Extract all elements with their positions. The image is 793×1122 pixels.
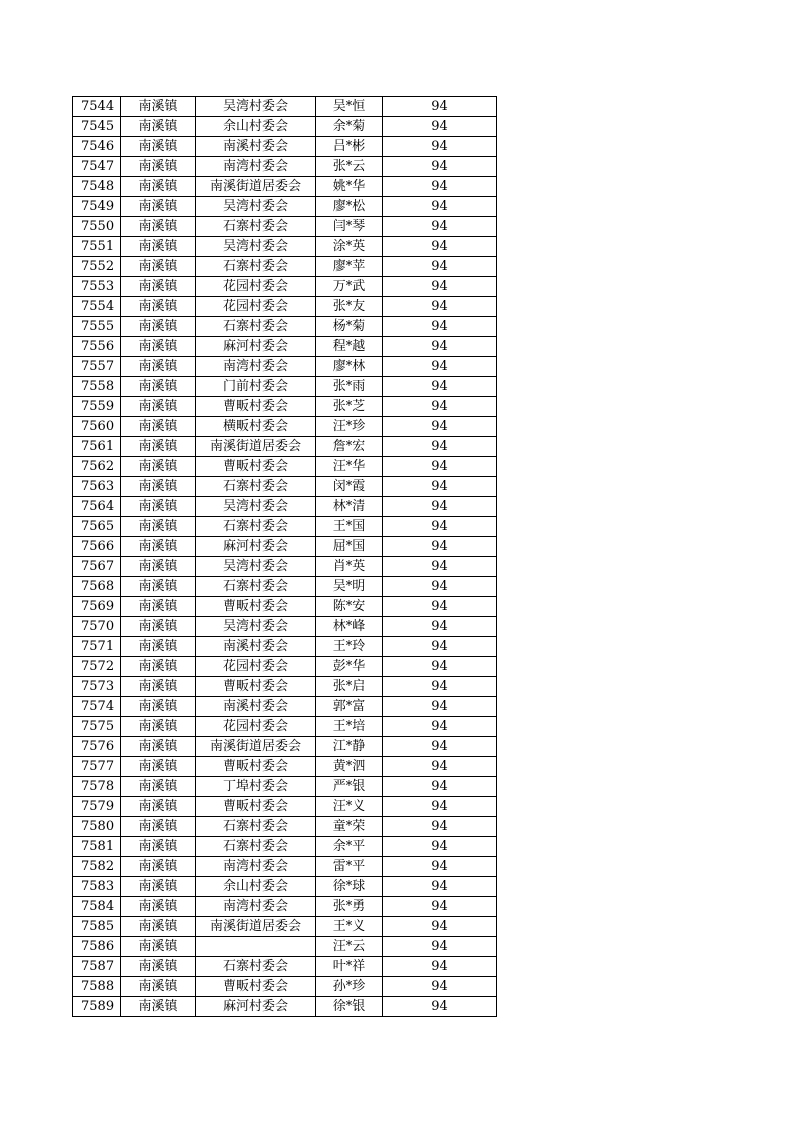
- row-number-cell: 7574: [73, 697, 121, 717]
- name-cell: 吕*彬: [316, 137, 383, 157]
- name-cell: 江*静: [316, 737, 383, 757]
- score-cell: 94: [383, 857, 497, 877]
- town-cell: 南溪镇: [121, 917, 196, 937]
- name-cell: 雷*平: [316, 857, 383, 877]
- row-number-cell: 7577: [73, 757, 121, 777]
- name-cell: 林*清: [316, 497, 383, 517]
- table-row: [73, 697, 497, 717]
- table-row: [73, 957, 497, 977]
- name-cell: 汪*义: [316, 797, 383, 817]
- name-cell: 汪*华: [316, 457, 383, 477]
- name-cell: 廖*松: [316, 197, 383, 217]
- town-cell: 南溪镇: [121, 457, 196, 477]
- score-cell: 94: [383, 197, 497, 217]
- row-number-cell: 7585: [73, 917, 121, 937]
- town-cell: 南溪镇: [121, 97, 196, 117]
- committee-cell: 吴湾村委会: [196, 617, 316, 637]
- score-cell: 94: [383, 677, 497, 697]
- town-cell: 南溪镇: [121, 477, 196, 497]
- name-cell: 屈*国: [316, 537, 383, 557]
- town-cell: 南溪镇: [121, 737, 196, 757]
- name-cell: 陈*安: [316, 597, 383, 617]
- table-row: [73, 497, 497, 517]
- row-number-cell: 7550: [73, 217, 121, 237]
- row-number-cell: 7560: [73, 417, 121, 437]
- table-row: [73, 757, 497, 777]
- score-cell: 94: [383, 697, 497, 717]
- row-number-cell: 7580: [73, 817, 121, 837]
- committee-cell: 曹畈村委会: [196, 677, 316, 697]
- name-cell: 徐*球: [316, 877, 383, 897]
- table-row: [73, 117, 497, 137]
- name-cell: 张*雨: [316, 377, 383, 397]
- name-cell: 程*越: [316, 337, 383, 357]
- town-cell: 南溪镇: [121, 117, 196, 137]
- committee-cell: 南溪街道居委会: [196, 917, 316, 937]
- name-cell: 余*菊: [316, 117, 383, 137]
- score-cell: 94: [383, 657, 497, 677]
- name-cell: 闵*霞: [316, 477, 383, 497]
- name-cell: 张*云: [316, 157, 383, 177]
- score-cell: 94: [383, 557, 497, 577]
- table-row: [73, 377, 497, 397]
- town-cell: 南溪镇: [121, 977, 196, 997]
- committee-cell: 麻河村委会: [196, 337, 316, 357]
- row-number-cell: 7588: [73, 977, 121, 997]
- committee-cell: 吴湾村委会: [196, 497, 316, 517]
- town-cell: 南溪镇: [121, 237, 196, 257]
- row-number-cell: 7562: [73, 457, 121, 477]
- row-number-cell: 7586: [73, 937, 121, 957]
- score-cell: 94: [383, 497, 497, 517]
- score-cell: 94: [383, 997, 497, 1017]
- committee-cell: 南溪街道居委会: [196, 437, 316, 457]
- score-cell: 94: [383, 717, 497, 737]
- table-row: [73, 157, 497, 177]
- table-row: [73, 577, 497, 597]
- committee-cell: 石寨村委会: [196, 317, 316, 337]
- row-number-cell: 7582: [73, 857, 121, 877]
- table-row: [73, 317, 497, 337]
- score-cell: 94: [383, 797, 497, 817]
- score-cell: 94: [383, 977, 497, 997]
- row-number-cell: 7581: [73, 837, 121, 857]
- town-cell: 南溪镇: [121, 297, 196, 317]
- town-cell: 南溪镇: [121, 517, 196, 537]
- town-cell: 南溪镇: [121, 177, 196, 197]
- committee-cell: 花园村委会: [196, 717, 316, 737]
- town-cell: 南溪镇: [121, 537, 196, 557]
- row-number-cell: 7557: [73, 357, 121, 377]
- committee-cell: 石寨村委会: [196, 217, 316, 237]
- town-cell: 南溪镇: [121, 877, 196, 897]
- score-cell: 94: [383, 277, 497, 297]
- name-cell: 张*启: [316, 677, 383, 697]
- score-cell: 94: [383, 877, 497, 897]
- committee-cell: 吴湾村委会: [196, 197, 316, 217]
- score-cell: 94: [383, 217, 497, 237]
- name-cell: 张*友: [316, 297, 383, 317]
- score-cell: 94: [383, 257, 497, 277]
- town-cell: 南溪镇: [121, 777, 196, 797]
- committee-cell: 曹畈村委会: [196, 977, 316, 997]
- name-cell: 王*培: [316, 717, 383, 737]
- row-number-cell: 7567: [73, 557, 121, 577]
- town-cell: 南溪镇: [121, 257, 196, 277]
- score-cell: 94: [383, 377, 497, 397]
- score-cell: 94: [383, 177, 497, 197]
- town-cell: 南溪镇: [121, 417, 196, 437]
- score-cell: 94: [383, 737, 497, 757]
- score-cell: 94: [383, 957, 497, 977]
- name-cell: 廖*苹: [316, 257, 383, 277]
- table-row: [73, 477, 497, 497]
- committee-cell: 余山村委会: [196, 117, 316, 137]
- name-cell: 孙*珍: [316, 977, 383, 997]
- name-cell: 吴*明: [316, 577, 383, 597]
- table-row: [73, 657, 497, 677]
- score-cell: 94: [383, 637, 497, 657]
- name-cell: 彭*华: [316, 657, 383, 677]
- score-cell: 94: [383, 757, 497, 777]
- committee-cell: 石寨村委会: [196, 477, 316, 497]
- committee-cell: 石寨村委会: [196, 957, 316, 977]
- town-cell: 南溪镇: [121, 897, 196, 917]
- table-row: [73, 837, 497, 857]
- town-cell: 南溪镇: [121, 157, 196, 177]
- row-number-cell: 7566: [73, 537, 121, 557]
- table-row: [73, 397, 497, 417]
- table-row: [73, 977, 497, 997]
- name-cell: 黄*泗: [316, 757, 383, 777]
- name-cell: 王*义: [316, 917, 383, 937]
- committee-cell: 石寨村委会: [196, 257, 316, 277]
- town-cell: 南溪镇: [121, 277, 196, 297]
- table-row: [73, 877, 497, 897]
- row-number-cell: 7561: [73, 437, 121, 457]
- table-row: [73, 597, 497, 617]
- table-row: [73, 357, 497, 377]
- row-number-cell: 7571: [73, 637, 121, 657]
- table-row: [73, 937, 497, 957]
- name-cell: 闫*琴: [316, 217, 383, 237]
- committee-cell: 曹畈村委会: [196, 457, 316, 477]
- town-cell: 南溪镇: [121, 997, 196, 1017]
- committee-cell: 曹畈村委会: [196, 797, 316, 817]
- committee-cell: 花园村委会: [196, 277, 316, 297]
- town-cell: 南溪镇: [121, 317, 196, 337]
- table-row: [73, 617, 497, 637]
- committee-cell: 麻河村委会: [196, 537, 316, 557]
- table-row: [73, 457, 497, 477]
- table-row: [73, 677, 497, 697]
- committee-cell: 吴湾村委会: [196, 97, 316, 117]
- score-cell: 94: [383, 297, 497, 317]
- table-row: [73, 777, 497, 797]
- row-number-cell: 7587: [73, 957, 121, 977]
- committee-cell: 丁埠村委会: [196, 777, 316, 797]
- town-cell: 南溪镇: [121, 217, 196, 237]
- table-row: [73, 277, 497, 297]
- town-cell: 南溪镇: [121, 337, 196, 357]
- row-number-cell: 7572: [73, 657, 121, 677]
- score-cell: 94: [383, 917, 497, 937]
- score-cell: 94: [383, 937, 497, 957]
- town-cell: 南溪镇: [121, 557, 196, 577]
- committee-cell: 南溪村委会: [196, 637, 316, 657]
- town-cell: 南溪镇: [121, 697, 196, 717]
- score-cell: 94: [383, 777, 497, 797]
- committee-cell: 曹畈村委会: [196, 397, 316, 417]
- row-number-cell: 7576: [73, 737, 121, 757]
- committee-cell: 南湾村委会: [196, 157, 316, 177]
- row-number-cell: 7564: [73, 497, 121, 517]
- table-row: [73, 857, 497, 877]
- name-cell: 郭*富: [316, 697, 383, 717]
- table-row: [73, 797, 497, 817]
- town-cell: 南溪镇: [121, 397, 196, 417]
- name-cell: 张*勇: [316, 897, 383, 917]
- committee-cell: 花园村委会: [196, 657, 316, 677]
- score-cell: 94: [383, 537, 497, 557]
- table-row: [73, 217, 497, 237]
- name-cell: 涂*英: [316, 237, 383, 257]
- town-cell: 南溪镇: [121, 197, 196, 217]
- town-cell: 南溪镇: [121, 597, 196, 617]
- row-number-cell: 7575: [73, 717, 121, 737]
- name-cell: 叶*祥: [316, 957, 383, 977]
- committee-cell: 吴湾村委会: [196, 237, 316, 257]
- row-number-cell: 7583: [73, 877, 121, 897]
- row-number-cell: 7553: [73, 277, 121, 297]
- row-number-cell: 7559: [73, 397, 121, 417]
- score-cell: 94: [383, 157, 497, 177]
- table-row: [73, 537, 497, 557]
- committee-cell: 曹畈村委会: [196, 757, 316, 777]
- table-row: [73, 177, 497, 197]
- committee-cell: 余山村委会: [196, 877, 316, 897]
- row-number-cell: 7589: [73, 997, 121, 1017]
- score-cell: 94: [383, 117, 497, 137]
- town-cell: 南溪镇: [121, 657, 196, 677]
- row-number-cell: 7558: [73, 377, 121, 397]
- committee-cell: 南湾村委会: [196, 357, 316, 377]
- name-cell: 吴*恒: [316, 97, 383, 117]
- table-row: [73, 257, 497, 277]
- name-cell: 林*峰: [316, 617, 383, 637]
- table-row: [73, 437, 497, 457]
- table-row: [73, 197, 497, 217]
- table-row: [73, 517, 497, 537]
- table-row: [73, 897, 497, 917]
- score-cell: 94: [383, 137, 497, 157]
- row-number-cell: 7556: [73, 337, 121, 357]
- committee-cell: 南溪街道居委会: [196, 737, 316, 757]
- name-cell: 詹*宏: [316, 437, 383, 457]
- row-number-cell: 7563: [73, 477, 121, 497]
- committee-cell: 石寨村委会: [196, 837, 316, 857]
- score-cell: 94: [383, 437, 497, 457]
- score-cell: 94: [383, 357, 497, 377]
- row-number-cell: 7546: [73, 137, 121, 157]
- score-cell: 94: [383, 337, 497, 357]
- table-row: [73, 417, 497, 437]
- town-cell: 南溪镇: [121, 797, 196, 817]
- town-cell: 南溪镇: [121, 937, 196, 957]
- committee-cell: 曹畈村委会: [196, 597, 316, 617]
- name-cell: 肖*英: [316, 557, 383, 577]
- name-cell: 徐*银: [316, 997, 383, 1017]
- town-cell: 南溪镇: [121, 377, 196, 397]
- table-row: [73, 237, 497, 257]
- name-cell: 汪*云: [316, 937, 383, 957]
- row-number-cell: 7548: [73, 177, 121, 197]
- committee-cell: 石寨村委会: [196, 577, 316, 597]
- score-cell: 94: [383, 237, 497, 257]
- town-cell: 南溪镇: [121, 717, 196, 737]
- score-cell: 94: [383, 397, 497, 417]
- table-row: [73, 137, 497, 157]
- town-cell: 南溪镇: [121, 837, 196, 857]
- row-number-cell: 7565: [73, 517, 121, 537]
- table-row: [73, 637, 497, 657]
- row-number-cell: 7554: [73, 297, 121, 317]
- row-number-cell: 7570: [73, 617, 121, 637]
- town-cell: 南溪镇: [121, 577, 196, 597]
- committee-cell: [196, 937, 316, 957]
- town-cell: 南溪镇: [121, 817, 196, 837]
- row-number-cell: 7569: [73, 597, 121, 617]
- row-number-cell: 7584: [73, 897, 121, 917]
- row-number-cell: 7568: [73, 577, 121, 597]
- committee-cell: 南溪街道居委会: [196, 177, 316, 197]
- town-cell: 南溪镇: [121, 857, 196, 877]
- name-cell: 姚*华: [316, 177, 383, 197]
- table-row: [73, 737, 497, 757]
- score-cell: 94: [383, 317, 497, 337]
- row-number-cell: 7578: [73, 777, 121, 797]
- name-cell: 严*银: [316, 777, 383, 797]
- table-row: [73, 817, 497, 837]
- name-cell: 王*玲: [316, 637, 383, 657]
- row-number-cell: 7547: [73, 157, 121, 177]
- committee-cell: 南溪村委会: [196, 697, 316, 717]
- row-number-cell: 7545: [73, 117, 121, 137]
- town-cell: 南溪镇: [121, 757, 196, 777]
- town-cell: 南溪镇: [121, 497, 196, 517]
- score-cell: 94: [383, 457, 497, 477]
- name-cell: 王*国: [316, 517, 383, 537]
- committee-cell: 门前村委会: [196, 377, 316, 397]
- town-cell: 南溪镇: [121, 637, 196, 657]
- score-cell: 94: [383, 417, 497, 437]
- score-cell: 94: [383, 517, 497, 537]
- row-number-cell: 7573: [73, 677, 121, 697]
- name-cell: 张*芝: [316, 397, 383, 417]
- score-cell: 94: [383, 817, 497, 837]
- town-cell: 南溪镇: [121, 617, 196, 637]
- score-cell: 94: [383, 477, 497, 497]
- table-row: [73, 917, 497, 937]
- row-number-cell: 7544: [73, 97, 121, 117]
- committee-cell: 石寨村委会: [196, 817, 316, 837]
- committee-cell: 石寨村委会: [196, 517, 316, 537]
- table-row: [73, 337, 497, 357]
- table-row: [73, 717, 497, 737]
- table-row: [73, 557, 497, 577]
- records-table-body: [73, 97, 497, 1017]
- table-row: [73, 97, 497, 117]
- committee-cell: 麻河村委会: [196, 997, 316, 1017]
- score-cell: 94: [383, 897, 497, 917]
- committee-cell: 南溪村委会: [196, 137, 316, 157]
- town-cell: 南溪镇: [121, 357, 196, 377]
- row-number-cell: 7579: [73, 797, 121, 817]
- town-cell: 南溪镇: [121, 437, 196, 457]
- table-row: [73, 997, 497, 1017]
- name-cell: 童*荣: [316, 817, 383, 837]
- town-cell: 南溪镇: [121, 677, 196, 697]
- score-cell: 94: [383, 837, 497, 857]
- name-cell: 万*武: [316, 277, 383, 297]
- row-number-cell: 7555: [73, 317, 121, 337]
- committee-cell: 吴湾村委会: [196, 557, 316, 577]
- row-number-cell: 7552: [73, 257, 121, 277]
- committee-cell: 横畈村委会: [196, 417, 316, 437]
- row-number-cell: 7549: [73, 197, 121, 217]
- score-cell: 94: [383, 97, 497, 117]
- committee-cell: 南湾村委会: [196, 897, 316, 917]
- town-cell: 南溪镇: [121, 137, 196, 157]
- score-cell: 94: [383, 577, 497, 597]
- name-cell: 杨*菊: [316, 317, 383, 337]
- name-cell: 廖*林: [316, 357, 383, 377]
- committee-cell: 花园村委会: [196, 297, 316, 317]
- table-row: [73, 297, 497, 317]
- score-cell: 94: [383, 597, 497, 617]
- name-cell: 汪*珍: [316, 417, 383, 437]
- name-cell: 余*平: [316, 837, 383, 857]
- town-cell: 南溪镇: [121, 957, 196, 977]
- score-cell: 94: [383, 617, 497, 637]
- committee-cell: 南湾村委会: [196, 857, 316, 877]
- records-table: [72, 96, 497, 1017]
- row-number-cell: 7551: [73, 237, 121, 257]
